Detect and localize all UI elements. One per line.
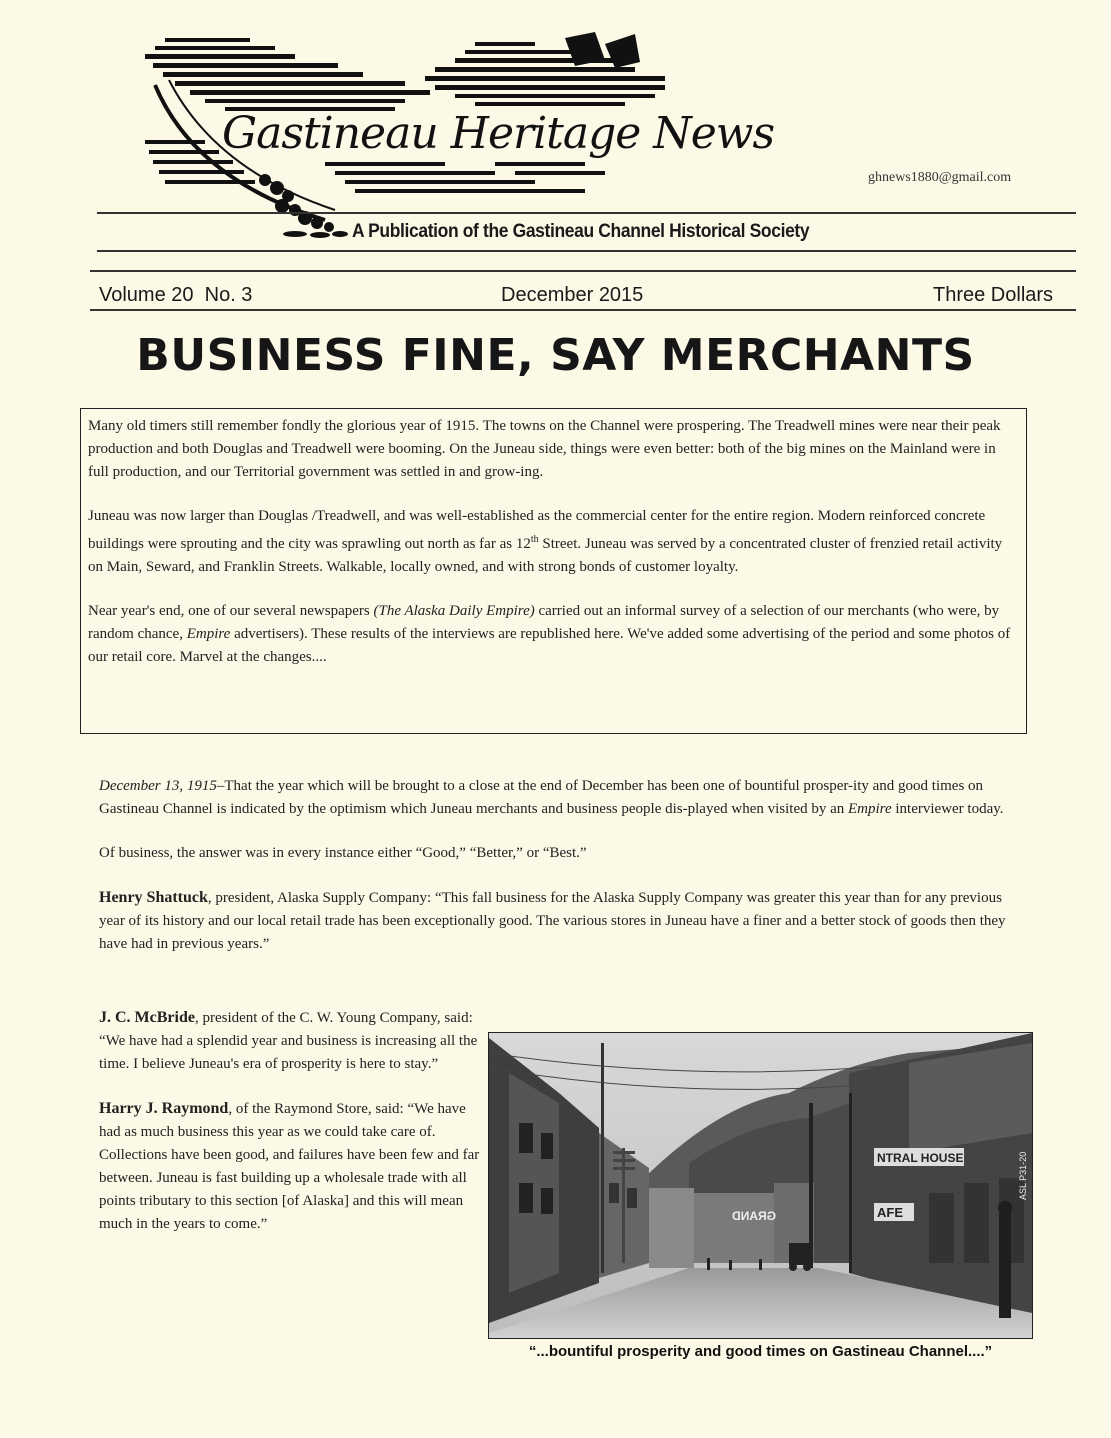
mcbride-quote: , president of the C. W. Young Company, said: “We have had a splendid year and business is increasing all the time. I believe Juneau's era of prosperity is here to stay.” <box>99 1010 478 1072</box>
photo-caption: “...bountiful prosperity and good times on Gastineau Channel....” <box>528 1343 993 1360</box>
shattuck-name: Henry Shattuck <box>99 889 208 906</box>
issue-volume: Volume 20 No. 3 <box>99 284 253 306</box>
article-column-left <box>99 1006 484 1257</box>
issue-date: December 2015 <box>501 284 644 306</box>
sign-central-house: NTRAL HOUSE <box>877 1151 964 1165</box>
intro-box <box>80 408 1027 734</box>
article-lead <box>99 775 1014 821</box>
masthead-title: Gastineau Heritage News <box>222 108 775 159</box>
article-mcbride <box>99 1006 484 1076</box>
article-body-top <box>99 775 1014 977</box>
contact-email: ghnews1880@gmail.com <box>868 170 1012 185</box>
publication-line: A Publication of the Gastineau Channel Historical Society <box>352 221 810 242</box>
infobar-rule <box>90 309 1076 311</box>
intro-p3-newspaper: (The Alaska Daily Empire) <box>373 603 535 619</box>
sign-cafe: AFE <box>877 1205 903 1220</box>
intro-paragraph-3 <box>88 600 1016 669</box>
photo-credit: ASL P31-20 <box>1018 1151 1028 1200</box>
article-raymond <box>99 1097 484 1236</box>
article-answer: Of business, the answer was in every instance either “Good,” “Better,” or “Best.” <box>99 845 587 861</box>
masthead-rule-mid <box>97 250 1076 252</box>
sign-grand: GRAND <box>732 1209 776 1223</box>
intro-paragraph-2 <box>88 505 1016 579</box>
raymond-name: Harry J. Raymond <box>99 1100 229 1117</box>
intro-p3-text-b: carried out an informal survey of a selection of our merchants (who were, by random chance, <box>88 603 1000 642</box>
intro-p3-text-a: Near year's end, one of our several newspapers <box>88 603 374 619</box>
article-shattuck <box>99 886 1014 956</box>
raymond-quote: , of the Raymond Store, said: “We have had as much business this year as we could take care of. Collections have been good, and failures have been few and far between. Juneau is fast building up a wholesale trade with all points tributary to this section [of Alaska] and this will mean much in the years to come.” <box>99 1101 480 1232</box>
article-dateline: December 13, 1915 <box>99 778 217 794</box>
intro-p3-empire: Empire <box>186 626 231 642</box>
issue-price: Three Dollars <box>933 284 1054 306</box>
headline: BUSINESS FINE, SAY MERCHANTS <box>136 330 975 381</box>
article-lead-empire: Empire <box>848 801 892 817</box>
intro-paragraph-2-text: Juneau was now larger than Douglas /Treadwell, and was well-established as the commercial center for the entire region. Modern reinforced concrete buildings were sprouting and the city was sprawling out north as far as 12th Street. Juneau was served by a concentrated cluster of frenzied retail activity on Main, Seward, and Franklin Streets. Walkable, locally owned, and with strong bonds of customer loyalty. <box>88 508 1003 575</box>
shattuck-quote: , president, Alaska Supply Company: “This fall business for the Alaska Supply Company was greater this year than for any previous year of its history and our local retail trade has been exceptionally good. The various stores in Juneau have a finer and a better stock of goods then they have had in previous years.” <box>99 890 1006 952</box>
street-photo <box>488 1032 1033 1339</box>
article-lead-text-a: –That the year which will be brought to a close at the end of December has been one of bountiful prosper-ity and good times on Gastineau Channel is indicated by the optimism which Juneau merchants and business people dis-played when visited by an <box>99 778 984 817</box>
intro-paragraph-1: Many old timers still remember fondly the glorious year of 1915. The towns on the Channel were prospering. The Treadwell mines were near their peak production and both Douglas and Treadwell were booming. On the Juneau side, things were even better: both of the big mines on the Mainland were in full production, and our Territorial government was settled in and grow-ing. <box>88 418 1001 480</box>
intro-p3-text-c: advertisers). These results of the interviews are republished here. We've added some advertising of the period and some photos of our retail core. Marvel at the changes.... <box>88 626 1011 665</box>
article-lead-text-b: interviewer today. <box>891 801 1004 817</box>
mcbride-name: J. C. McBride <box>99 1009 195 1026</box>
masthead-rule-lower <box>90 270 1076 272</box>
masthead-rule-top <box>97 212 1076 214</box>
